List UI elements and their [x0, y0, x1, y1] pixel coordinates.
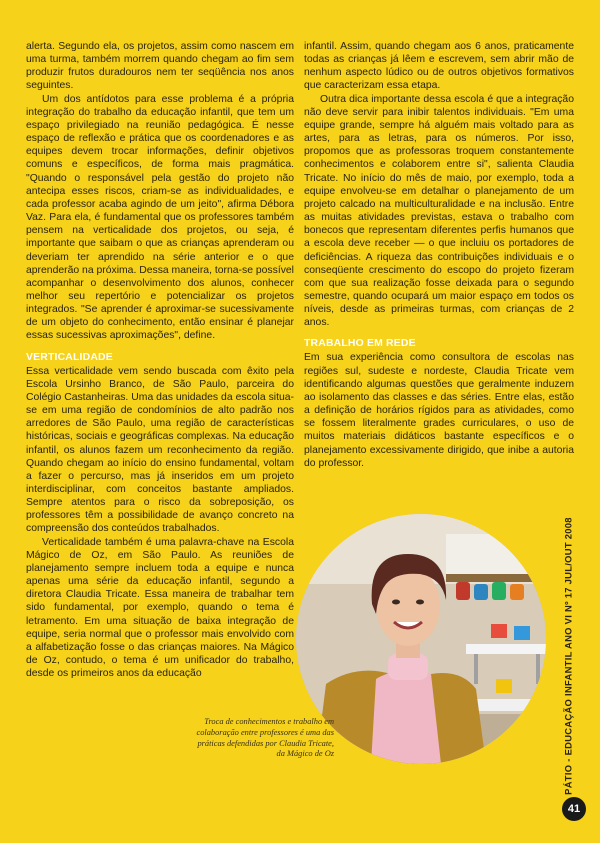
left-column [26, 40, 294, 680]
paragraph: Em sua experiência como consultora de escolas nas regiões sul, sudeste e nordeste, Claudia Tricate vem identificando algumas questões que geralmente induzem ao isolamento das classes e das séries. Entre elas, estão a definição de horários rígidos para as atividades, como se fossem literalmente grades curriculares, o uso de muitos materiais didáticos bastante específicos e o planejamento excessivamente dirigido, que inibe a autoria do professor. [304, 352, 574, 469]
section-title-verticalidade: VERTICALIDADE [26, 351, 113, 363]
spine-text: PÁTIO - EDUCAÇÃO INFANTIL ANO VI Nº 17 JUL/OUT 2008 [562, 517, 574, 795]
paragraph: infantil. Assim, quando chegam aos 6 anos, praticamente todas as crianças já lêem e escrevem, sem abrir mão de nenhum aspecto lúdico ou de outros objetivos formativos que caracterizam essa etapa. [304, 41, 574, 92]
paragraph: Outra dica importante dessa escola é que a integração não deve servir para inibir talentos individuais. "Em uma equipe grande, sempre há alguém mais voltado para as artes, para as letras, para os números. Por isso, propomos que as professoras troquem constantemente conhecimentos e colaborem entre si", salienta Claudia Tricate. No início do mês de maio, por exemplo, toda a equipe envolveu-se em detalhar o planejamento de um projeto calcado na multiculturalidade e na inclusão. Entre as muitas atividades previstas, estava o trabalho com bonecos que representam diferentes perfis humanos que a escola deve receber — o que incluiu os portadores de deficiências. A riqueza das contribuições individuais e o conseqüente crescimento do escopo do projeto fizeram com que sua realização fosse deixada para o segundo semestre, quando ocupará um maior espaço em todos os níveis, desde as primeiras turmas, com crianças de 2 anos. [304, 93, 574, 329]
paragraph: Verticalidade também é uma palavra-chave na Escola Mágico de Oz, em São Paulo. As reuniões de planejamento sempre incluem toda a equipe e nunca apenas uma série da educação infantil, segundo a diretora Claudia Tricate. Essa maneira de trabalhar tem sido fundamental, por exemplo, quando o tema é letramento. Em uma situação de baixa integração de equipe, seria normal que o professor mais envolvido com a alfabetização fosse o das crianças maiores. Na Mágico de Oz, contudo, o tema é um unificador do trabalho, desde os primeiros anos da educação [26, 536, 294, 680]
right-column [304, 40, 574, 470]
paragraph: Um dos antídotos para esse problema é a própria integração do trabalho da educação infantil, que tem um espaço privilegiado na reunião pedagógica. É nesse espaço de reflexão e prática que os coordenadores e as equipes devem trocar informações, definir objetivos comuns e específicos, de forma mais pragmática. "Quando o responsável pela gestão do projeto não antecipa esses riscos, criam-se as individualidades, e cada professor acaba agindo de um jeito", afirma Débora Vaz. Para ela, é fundamental que os professores também pensem na verticalidade dos projetos, ou seja, é importante que saibam o que as crianças aprenderam ou deveriam ter aprendido na série anterior e o que aprenderão na próxima. Dessa maneira, torna-se possível acompanhar o desenvolvimento dos alunos, conhecer melhor seu repertório e potencializar os projetos integrados. "Se aprender é aproximar-se sucessivamente de um objeto do conhecimento, então ensinar é planejar essas sucessivas aproximações", define. [26, 93, 294, 342]
section-title-trabalho-em-rede: TRABALHO EM REDE [304, 338, 416, 350]
paragraph: Essa verticalidade vem sendo buscada com êxito pela Escola Ursinho Branco, de São Paulo, parceira do Colégio Castanheiras. Uma das unidades da escola situa-se em uma região de condomínios de alto padrão nos arredores de São Paulo, uma região de características históricas, sociais e geográficas complexas. Na educação infantil, os alunos fazem um reconhecimento da região. Quando chegam ao início do ensino fundamental, voltam a fazer o percurso, mas já inseridos em um projeto interdisciplinar, com conceitos bastante ampliados. Sempre atentos para o risco da sobreposição, os professores têm a possibilidade de avanço concreto na compreensão dos conteúdos trabalhados. [26, 365, 294, 535]
magazine-spine-label [556, 516, 580, 796]
photo-caption: Troca de conhecimentos e trabalho em colaboração entre professores é uma das práticas defendidas por Claudia Tricate, da Mágico de Oz [196, 717, 334, 759]
paragraph: alerta. Segundo ela, os projetos, assim como nascem em uma turma, também morrem quando chegam ao fim sem produzir frutos duradouros nem ter seqüência nos anos seguintes. [26, 41, 294, 92]
page-number: 41 [562, 797, 586, 821]
